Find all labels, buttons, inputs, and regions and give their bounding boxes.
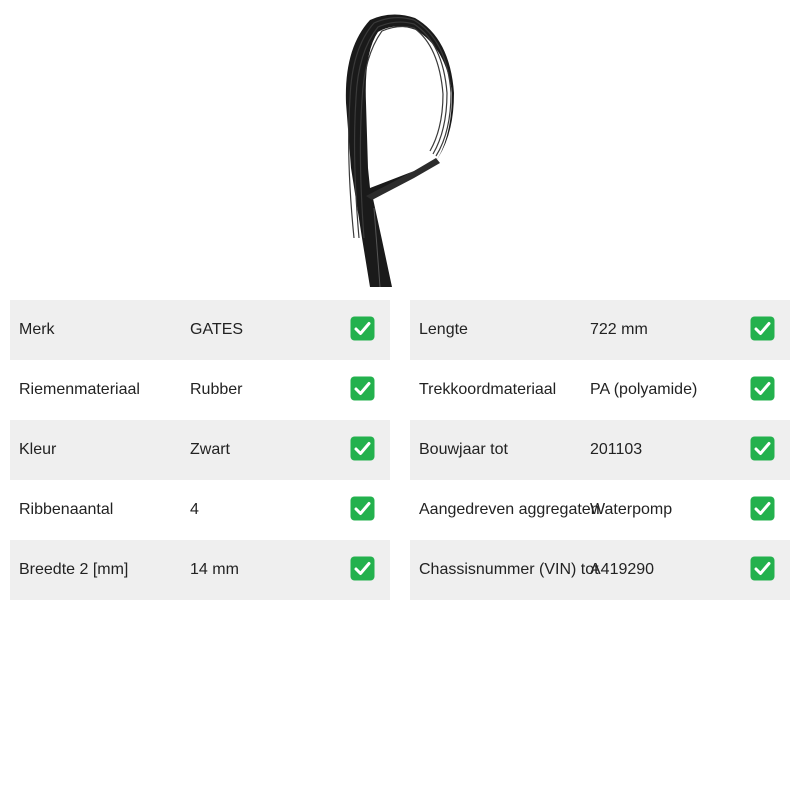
- spec-value: A419290: [590, 561, 655, 578]
- green-checkmark-icon: [750, 376, 775, 401]
- belt-product-image: [330, 8, 470, 290]
- spec-value: Zwart: [190, 441, 230, 458]
- spec-label: Trekkoordmateriaal: [419, 381, 557, 398]
- green-checkmark-icon: [350, 316, 375, 341]
- spec-label: Lengte: [419, 321, 468, 338]
- spec-row: [10, 300, 390, 360]
- spec-row: [10, 420, 390, 480]
- spec-value: Rubber: [190, 381, 243, 398]
- spec-value: PA (polyamide): [590, 381, 698, 398]
- spec-value: 14 mm: [190, 561, 239, 578]
- spec-row: [410, 540, 790, 600]
- spec-value: 201103: [590, 441, 643, 458]
- green-checkmark-icon: [750, 436, 775, 461]
- spec-value: Waterpomp: [590, 501, 673, 518]
- green-checkmark-icon: [350, 496, 375, 521]
- spec-label: Kleur: [19, 441, 57, 458]
- spec-label: Aangedreven aggregaten: [419, 501, 600, 518]
- ribbed-v-belt-image: [330, 8, 470, 290]
- green-checkmark-icon: [750, 316, 775, 341]
- spec-row: [10, 480, 390, 540]
- spec-row: [410, 420, 790, 480]
- spec-row: [10, 540, 390, 600]
- spec-row: [410, 300, 790, 360]
- spec-label: Merk: [19, 321, 55, 338]
- green-checkmark-icon: [750, 496, 775, 521]
- spec-table-right: [410, 300, 790, 600]
- spec-table-left: [10, 300, 390, 600]
- spec-row: [410, 480, 790, 540]
- green-checkmark-icon: [350, 556, 375, 581]
- green-checkmark-icon: [350, 436, 375, 461]
- spec-label: Riemenmateriaal: [19, 381, 140, 398]
- spec-label: Breedte 2 [mm]: [19, 561, 129, 578]
- spec-row: [410, 360, 790, 420]
- spec-label: Bouwjaar tot: [419, 441, 508, 458]
- spec-label: Ribbenaantal: [19, 501, 114, 518]
- green-checkmark-icon: [750, 556, 775, 581]
- spec-value: GATES: [190, 321, 244, 338]
- spec-value: 4: [190, 501, 199, 518]
- spec-value: 722 mm: [590, 321, 648, 338]
- spec-label: Chassisnummer (VIN) tot: [419, 561, 599, 578]
- spec-row: [10, 360, 390, 420]
- green-checkmark-icon: [350, 376, 375, 401]
